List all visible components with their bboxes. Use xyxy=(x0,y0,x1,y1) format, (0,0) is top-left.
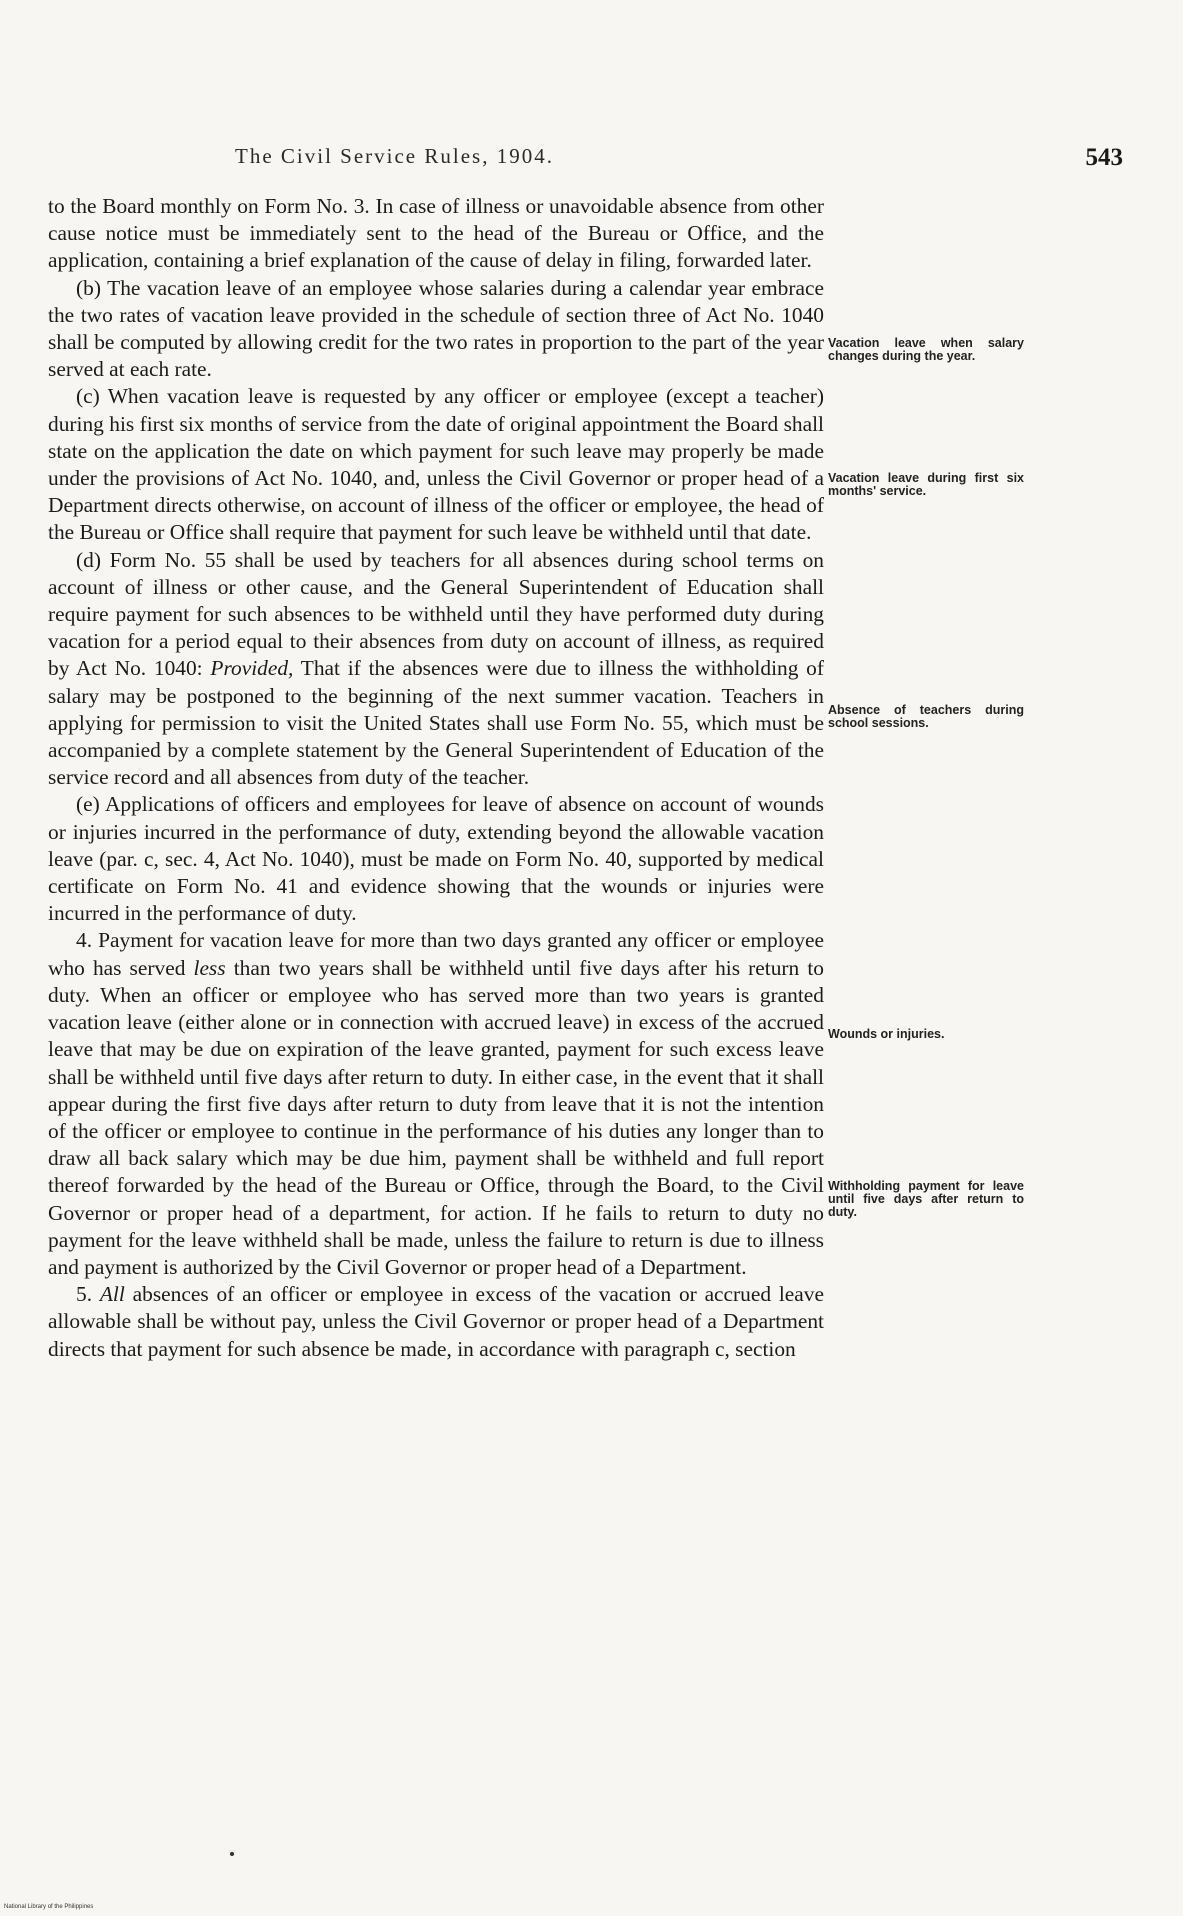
margin-note-first-six-months: Vacation leave during first six months' service. xyxy=(828,471,1024,498)
library-credit: National Library of the Philippines xyxy=(4,1904,94,1910)
margin-note-withholding-payment: Withholding payment for leave until five days after return to duty. xyxy=(828,1179,1024,1219)
body-text xyxy=(48,193,824,1363)
section-4-part2: than two years shall be withheld until five days after his return to duty. When an officer or employee who has served more than two years is granted vacation leave (either alone or in connection with accrued leave) in excess of the accrued leave that may be due on expiration of the leave granted, payment for such excess leave shall be withheld until five days after return to duty. In either case, in the event that it shall appear during the first five days after return to duty from leave that it is not the intention of the officer or employee to continue in the performance of his duties any longer than to draw all back salary which may be due him, payment shall be withheld and full report thereof forwarded by the head of the Bureau or Office, through the Board, to the Civil Governor or proper head of a department, for action. If he fails to return to duty no payment for the leave withheld shall be made, unless the failure to return is due to illness and payment is authorized by the Civil Governor or proper head of a Department. xyxy=(48,955,824,1279)
margin-note-vacation-salary-changes: Vacation leave when salary changes during the year. xyxy=(828,336,1024,363)
paragraph-e: (e) Applications of officers and employees for leave of absence on account of wounds or injuries incurred in the performance of duty, extending beyond the allowable vacation leave (par. c, sec. 4, Act No. 1040), must be made on Form No. 40, supported by medical certificate on Form No. 41 and evidence showing that the wounds or injuries were incurred in the performance of duty. xyxy=(48,792,824,926)
section-4-emphasis: less xyxy=(193,955,226,980)
ink-dot xyxy=(230,1852,234,1856)
paragraph-d-part2: That if the absences were due to illness the withholding of salary may be postponed to the beginning of the next summer vacation. Teachers in applying for permission to visit the United States shall use Form No. 55, which must be accompanied by a complete statement by the General Superintendent of Education of the service record and all absences from duty of the teacher. xyxy=(48,656,824,790)
paragraph-b: (b) The vacation leave of an employee whose salaries during a calendar year embrace the two rates of vacation leave provided in the schedule of section three of Act No. 1040 shall be computed by allowing credit for the two rates in proportion to the part of the year served at each rate. xyxy=(48,275,824,382)
paragraph-d-part1: (d) Form No. 55 shall be used by teachers for all absences during school terms on account of illness or other cause, and the General Superintendent of Education shall require payment for such absences to be withheld until they have performed duty during vacation for a period equal to their absences from duty on account of illness, as required by Act No. 1040: xyxy=(48,547,824,681)
page-number: 543 xyxy=(1085,144,1123,171)
paragraph-d-proviso: Provided, xyxy=(210,656,294,681)
section-5-number: 5. xyxy=(76,1282,93,1307)
paragraph-continued: to the Board monthly on Form No. 3. In case of illness or unavoidable absence from other cause notice must be immediately sent to the head of the Bureau or Office, and the application, containing a brief explanation of the cause of delay in filing, forwarded later. xyxy=(48,194,824,273)
paragraph-c: (c) When vacation leave is requested by any officer or employee (except a teacher) during his first six months of service from the date of original appointment the Board shall state on the application the date on which payment for such leave may properly be made under the provisions of Act No. 1040, and, unless the Civil Governor or proper head of a Department directs otherwise, on account of illness of the officer or employee, the head of the Bureau or Office shall require that payment for such leave be withheld until that date. xyxy=(48,384,824,545)
margin-note-wounds-injuries: Wounds or injuries. xyxy=(828,1027,945,1041)
paragraph-d xyxy=(48,547,824,792)
section-5 xyxy=(48,1281,824,1363)
running-head: The Civil Service Rules, 1904. xyxy=(235,144,554,168)
section-5-text: absences of an officer or employee in excess of the vacation or accrued leave allowable shall be without pay, unless the Civil Governor or proper head of a Department directs that payment for such absence be made, in accordance with paragraph c, section xyxy=(48,1282,824,1361)
margin-note-teacher-absence: Absence of teachers during school sessions. xyxy=(828,703,1024,730)
section-5-emphasis: All xyxy=(99,1282,125,1307)
section-4 xyxy=(48,927,824,1281)
section-4-part1: 4. Payment for vacation leave for more than two days granted any officer or employee who has served xyxy=(48,928,824,980)
